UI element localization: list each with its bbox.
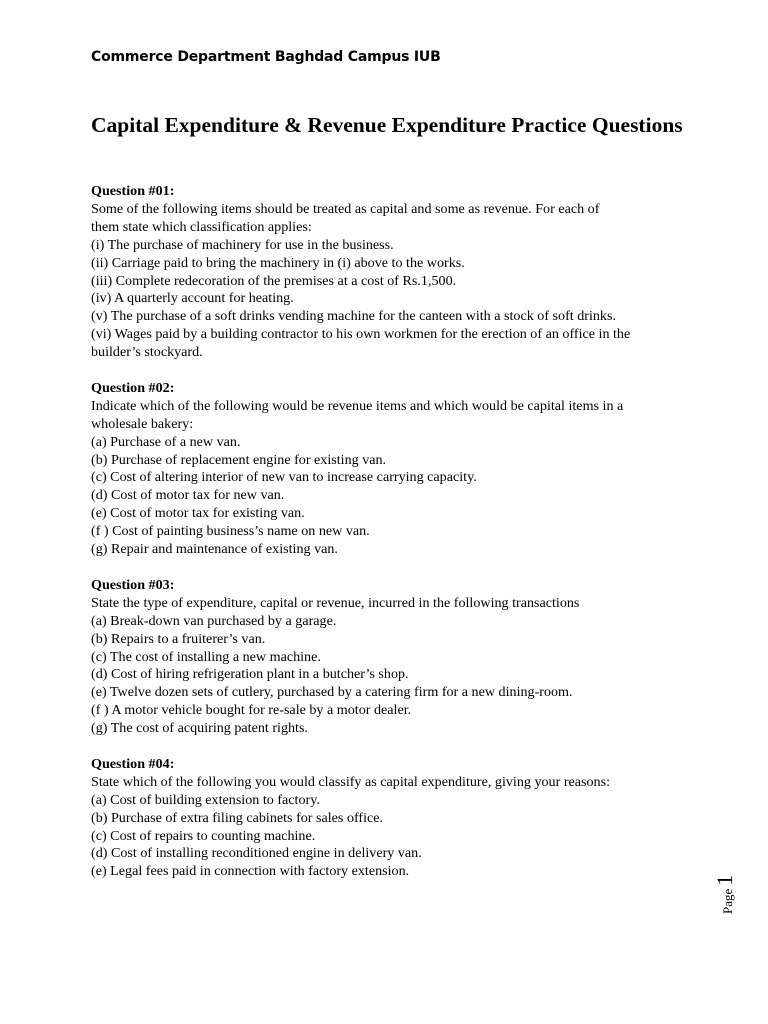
question-line: (d) Cost of installing reconditioned engine in delivery van.	[91, 845, 422, 862]
question-line: State which of the following you would classify as capital expenditure, giving your reasons:	[91, 773, 611, 790]
question-line: (ii) Carriage paid to bring the machinery in (i) above to the works.	[91, 254, 465, 271]
question-line: (c) Cost of repairs to counting machine.	[91, 827, 316, 844]
question-heading: Question #03:	[91, 576, 175, 593]
question-line: (g) Repair and maintenance of existing van.	[91, 541, 338, 558]
question-line: Indicate which of the following would be revenue items and which would be capital items in a	[91, 397, 624, 414]
question-line: them state which classification applies:	[91, 218, 312, 235]
question-block	[91, 756, 691, 881]
question-line: (i) The purchase of machinery for use in the business.	[91, 236, 394, 253]
question-line: (v) The purchase of a soft drinks vending machine for the canteen with a stock of soft drinks.	[91, 308, 616, 325]
question-block	[91, 183, 691, 362]
question-line: (b) Repairs to a fruiterer’s van.	[91, 630, 266, 647]
question-line: (a) Purchase of a new van.	[91, 433, 241, 450]
question-line: (b) Purchase of replacement engine for existing van.	[91, 451, 387, 468]
question-line: (f ) Cost of painting business’s name on new van.	[91, 523, 370, 540]
question-line: (a) Cost of building extension to factory.	[91, 791, 320, 808]
question-block	[91, 380, 691, 559]
question-heading: Question #04:	[91, 755, 175, 772]
question-block	[91, 577, 691, 738]
question-line: (d) Cost of hiring refrigeration plant in a butcher’s shop.	[91, 666, 409, 683]
question-line: (c) The cost of installing a new machine.	[91, 648, 321, 665]
question-line: (e) Cost of motor tax for existing van.	[91, 505, 305, 522]
question-line: (iv) A quarterly account for heating.	[91, 290, 294, 307]
question-line: (c) Cost of altering interior of new van to increase carrying capacity.	[91, 469, 477, 486]
question-heading: Question #02:	[91, 379, 175, 396]
question-line: (iii) Complete redecoration of the premises at a cost of Rs.1,500.	[91, 272, 457, 289]
department-header: Commerce Department Baghdad Campus IUB	[91, 49, 441, 65]
page-number	[712, 875, 738, 914]
question-line: (a) Break-down van purchased by a garage.	[91, 612, 337, 629]
question-line: State the type of expenditure, capital or revenue, incurred in the following transactions	[91, 594, 580, 611]
question-line: (e) Twelve dozen sets of cutlery, purchased by a catering firm for a new dining-room.	[91, 684, 573, 701]
question-line: builder’s stockyard.	[91, 344, 203, 361]
question-line: (e) Legal fees paid in connection with factory extension.	[91, 863, 410, 880]
question-line: (g) The cost of acquiring patent rights.	[91, 720, 308, 737]
question-line: wholesale bakery:	[91, 415, 194, 432]
page-title: Capital Expenditure & Revenue Expenditure Practice Questions	[91, 113, 683, 137]
question-line: (f ) A motor vehicle bought for re-sale by a motor dealer.	[91, 702, 412, 719]
question-heading: Question #01:	[91, 183, 175, 199]
page-number-value: 1	[712, 874, 737, 886]
questions-list	[91, 183, 691, 899]
question-line: (d) Cost of motor tax for new van.	[91, 487, 285, 504]
page-label: Page	[720, 888, 735, 914]
question-line: (vi) Wages paid by a building contractor to his own workmen for the erection of an office in the	[91, 326, 631, 343]
question-line: (b) Purchase of extra filing cabinets for sales office.	[91, 809, 384, 826]
question-line: Some of the following items should be treated as capital and some as revenue. For each of	[91, 200, 600, 217]
